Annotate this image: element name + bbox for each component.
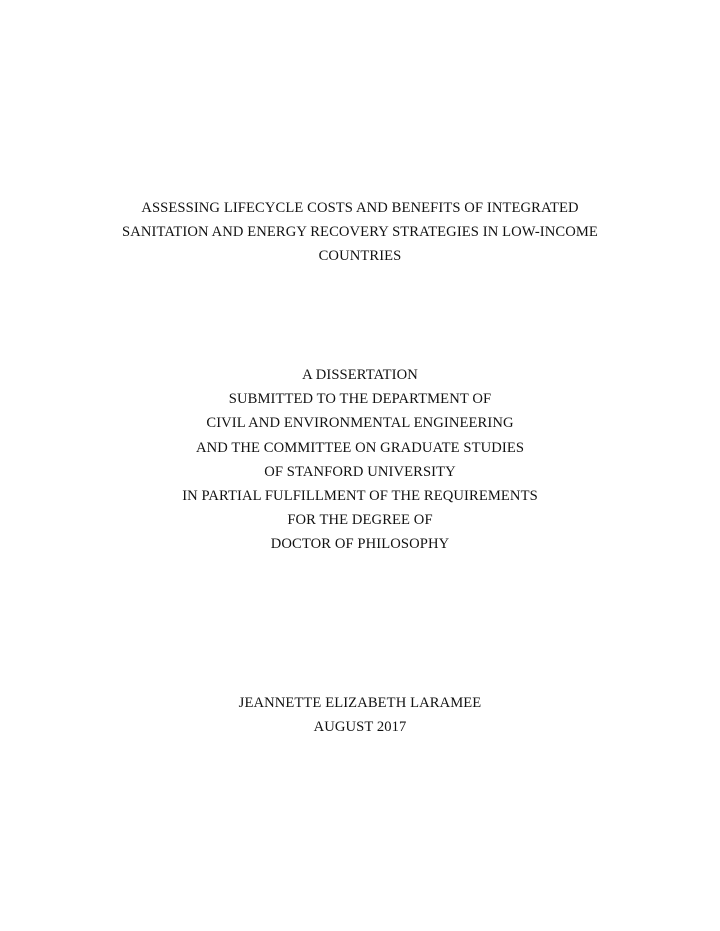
title-line-2: SANITATION AND ENERGY RECOVERY STRATEGIES IN LOW-INCOME: [122, 224, 598, 240]
submission-line-2: SUBMITTED TO THE DEPARTMENT OF: [228, 391, 492, 407]
submission-line-8: DOCTOR OF PHILOSOPHY: [270, 536, 450, 552]
submission-date: AUGUST 2017: [313, 719, 407, 735]
submission-line-1: A DISSERTATION: [302, 367, 418, 383]
author-name: JEANNETTE ELIZABETH LARAMEE: [238, 695, 482, 711]
title-line-3: COUNTRIES: [318, 248, 402, 264]
submission-line-5: OF STANFORD UNIVERSITY: [264, 464, 456, 480]
submission-line-7: FOR THE DEGREE OF: [287, 512, 433, 528]
submission-line-4: AND THE COMMITTEE ON GRADUATE STUDIES: [195, 440, 525, 456]
submission-line-6: IN PARTIAL FULFILLMENT OF THE REQUIREMENTS: [182, 488, 538, 504]
submission-line-3: CIVIL AND ENVIRONMENTAL ENGINEERING: [206, 415, 514, 431]
title-line-1: ASSESSING LIFECYCLE COSTS AND BENEFITS OF INTEGRATED: [141, 200, 579, 216]
